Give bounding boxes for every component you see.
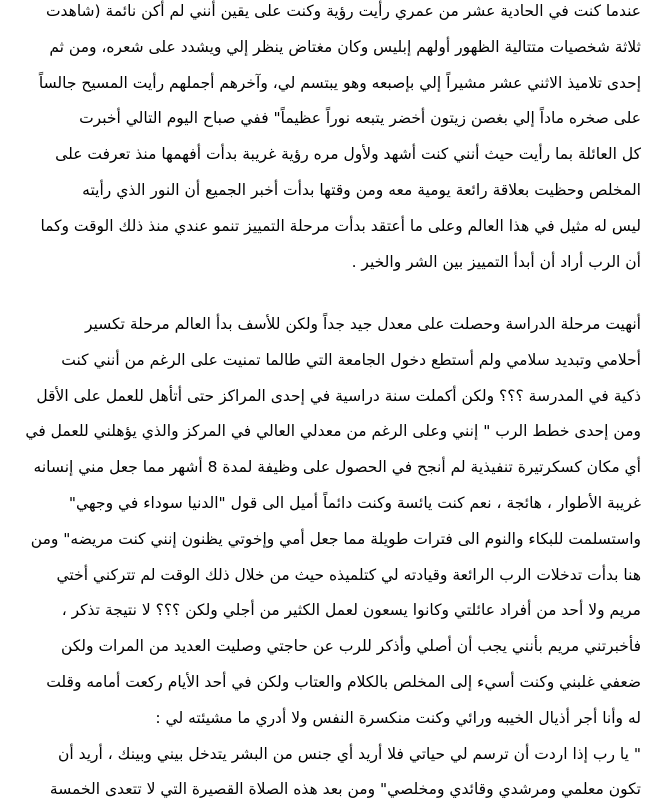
paragraph-line: ذكية في المدرسة ؟؟؟ ولكن أكملت سنة دراسية في إحدى المراكز حتى أتأهل للعمل على الأقل	[36, 386, 641, 405]
paragraph-line: أي مكان كسكرتيرة تنفيذية لم أنجح في الحصول على وظيفة لمدة 8 أشهر مما جعل مني إنسانه	[33, 458, 641, 477]
paragraph-line: المخلص وحظيت بعلاقة رائعة يومية معه ومن وقتها بدأت أخبر الجميع أن النور الذي رأيته	[82, 180, 641, 199]
paragraph-line: أن الرب أراد أن أبدأ التمييز بين الشر والخير .	[351, 252, 641, 271]
paragraph-line: له وأنا أجر أذيال الخيبه ورائي وكنت منكسرة النفس ولا أدري ما مشيئته لي :	[155, 708, 641, 727]
paragraph-line: عندما كنت في الحادية عشر من عمري رأيت رؤية وكنت على يقين أنني لم أكن نائمة (شاهدت	[45, 2, 641, 20]
paragraph-line: ومن إحدى خطط الرب " إنني وعلى الرغم من معدلي العالي في المركز والذي يؤهلني للعمل في	[25, 422, 641, 441]
paragraph-studies	[12, 307, 641, 808]
paragraph-line: أنهيت مرحلة الدراسة وحصلت على معدل جيد جداً ولكن للأسف بدأ العالم مرحلة تكسير	[84, 315, 641, 333]
paragraph-line: ثلاثة شخصيات متتالية الظهور أولهم إبليس وكان مغتاض ينظر إلي ويشدد على شعره، ومن ثم	[49, 37, 641, 56]
paragraph-line: على صخره ماداً إلي بغصن زيتون أخضر يتبعه نوراً عظيماً" ففي صباح اليوم التالي أخبرت	[79, 109, 641, 128]
paragraph-line: ليس له مثيل في هذا العالم وعلى ما أعتقد بدأت مرحلة التمييز تنمو عندي منذ ذلك الوقت وكما	[40, 216, 641, 235]
paragraph-line: واستسلمت للبكاء والنوم الى فترات طويلة مما جعل أمي وإخوتي يظنون إنني كنت مريضه" ومن	[30, 529, 641, 548]
paragraph-line: كل العائلة بما رأيت حيث أنني كنت أشهد ولأول مره رؤية غريبة بدأت أفهمها منذ تعرفت على	[55, 145, 641, 164]
paragraph-line: فأخبرتني مريم بأنني يجب أن أصلي وأذكر للرب عن حاجتي وصليت العديد من المرات ولكن	[60, 637, 641, 656]
paragraph-vision	[12, 0, 641, 280]
paragraph-line: تكون معلمي ومرشدي وقائدي ومخلصي" ومن بعد هذه الصلاة القصيرة التي لا تتعدى الخمسة	[49, 780, 641, 799]
paragraph-line: أحلامي وتبديد سلامي ولم أستطع دخول الجامعة التي طالما تمنيت على الرغم من أنني كنت	[61, 350, 641, 369]
paragraph-line: ضعفي غلبني وكنت أسيء إلى المخلص بالكلام والعتاب ولكن في أحد الأيام ركعت أمامه وقلت	[46, 672, 641, 691]
paragraph-line: " يا رب إذا اردت أن ترسم لي حياتي فلا أريد أي جنس من البشر يتدخل بيني وبينك ، أريد أن	[57, 744, 641, 763]
paragraph-line: إحدى تلاميذ الاثني عشر مشيراً إلي بإصبعه وهو يبتسم لي، وآخرهم أجملهم رأيت المسيح جالساً	[38, 73, 641, 92]
paragraph-line: غريبة الأطوار ، هائجة ، نعم كنت يائسة وكنت دائماً أميل الى قول "الدنيا سوداء في وجهي"	[68, 493, 641, 512]
paragraph-line: مريم ولا أحد من أفراد عائلتي وكانوا يسعون لعمل الكثير من أجلي ولكن ؟؟؟ لا نتيجة تذكر ،	[61, 601, 641, 620]
paragraph-line: هنا بدأت تدخلات الرب الرائعة وقيادته لي كتلميذه حيث من خلال ذلك الوقت لم تتركني أختي	[56, 565, 641, 584]
